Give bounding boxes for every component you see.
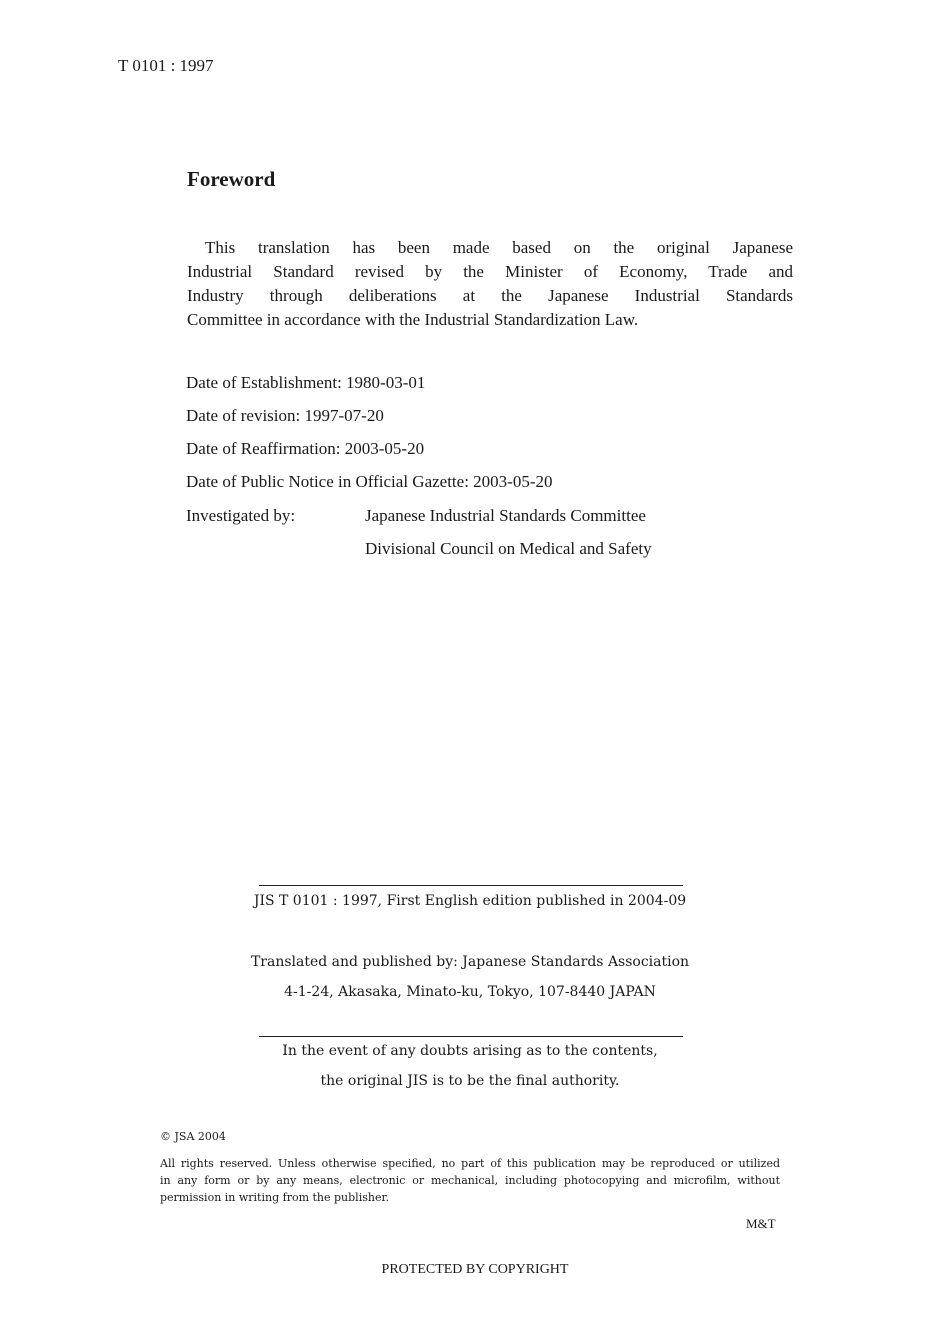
protected-notice: PROTECTED BY COPYRIGHT bbox=[381, 1262, 569, 1277]
doubt-line: In the event of any doubts arising as to the contents, bbox=[282, 1043, 658, 1059]
foreword-line: Committee in accordance with the Industrial Standardization Law. bbox=[187, 310, 639, 329]
date-revision: Date of revision: 1997-07-20 bbox=[186, 406, 384, 425]
publisher-line: Translated and published by: Japanese Standards Association bbox=[250, 954, 690, 970]
divider bbox=[259, 1036, 683, 1037]
rights-line: in any form or by any means, electronic or mechanical, including photocopying and microfilm, without bbox=[160, 1174, 780, 1187]
foreword-paragraph bbox=[187, 236, 793, 332]
foreword-line: Industrial Standard revised by the Minister of Economy, Trade and bbox=[187, 262, 793, 281]
date-public-notice: Date of Public Notice in Official Gazette: 2003-05-20 bbox=[186, 472, 553, 491]
copyright-mark: © JSA 2004 bbox=[160, 1130, 226, 1143]
date-reaffirmation: Date of Reaffirmation: 2003-05-20 bbox=[186, 439, 425, 458]
rights-notice bbox=[160, 1155, 780, 1206]
investigated-committee: Japanese Industrial Standards Committee bbox=[365, 506, 646, 525]
investigated-council: Divisional Council on Medical and Safety bbox=[365, 539, 652, 558]
printer-code: M&T bbox=[746, 1216, 776, 1231]
address-line: 4-1-24, Akasaka, Minato-ku, Tokyo, 107-8440 JAPAN bbox=[284, 984, 656, 1000]
edition-line: JIS T 0101 : 1997, First English edition published in 2004-09 bbox=[253, 893, 687, 909]
divider bbox=[259, 885, 683, 886]
foreword-line: This translation has been made based on the original Japanese bbox=[205, 238, 793, 257]
page-title: Foreword bbox=[187, 167, 276, 191]
document-code: T 0101 : 1997 bbox=[118, 56, 214, 75]
rights-line: permission in writing from the publisher. bbox=[160, 1191, 390, 1204]
foreword-line: Industry through deliberations at the Japanese Industrial Standards bbox=[187, 286, 793, 305]
authority-line: the original JIS is to be the final authority. bbox=[320, 1073, 620, 1089]
date-establishment: Date of Establishment: 1980-03-01 bbox=[186, 373, 426, 392]
investigated-label: Investigated by: bbox=[186, 506, 296, 525]
rights-line: All rights reserved. Unless otherwise specified, no part of this publication may be reproduced or utilized bbox=[160, 1157, 780, 1170]
